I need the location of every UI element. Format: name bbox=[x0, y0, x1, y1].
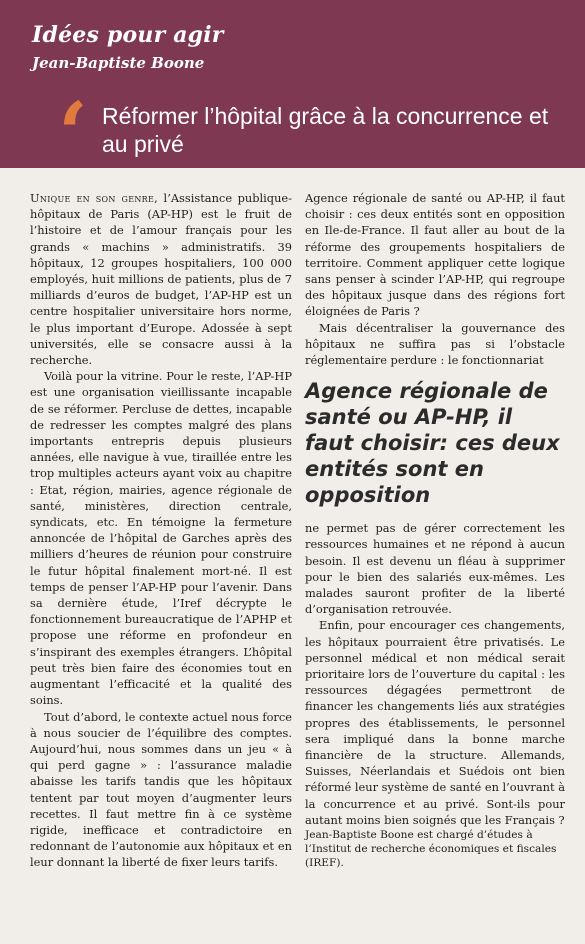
headline: Réformer l’hôpital grâce à la concurrence et au privé bbox=[102, 103, 549, 157]
header-banner bbox=[0, 0, 585, 185]
paragraph-text: l’Assistance publique-hôpitaux de Paris (AP-HP) est le fruit de l’histoire et de l’amour français pour les grands « machins » administratifs. 39 hôpitaux, 12 groupes hospitaliers, 100 000 employés, huit millions de patients, plus de 7 milliards d’euros de budget, l’AP-HP est un centre hospitalier universitaire hors norme, le plus important d’Europe. Adossée à sept universités, elle se consacre aussi à la recherche. bbox=[30, 191, 292, 368]
rubric-title: Idées pour agir bbox=[32, 22, 224, 48]
paragraph: Mais décentraliser la gouvernance des hôpitaux ne suffira pas si l’obstacle réglementaire perdure : le fonctionnariat bbox=[305, 320, 565, 368]
paragraph: Agence régionale de santé ou AP-HP, il faut choisir : ces deux entités sont en opposition en Ile-de-France. Il faut aller au bout de la réforme des groupements hospitaliers de territoire. Comment appliquer cette logique sans penser à scinder l’AP-HP, qui regroupe des hôpitaux jusque dans des régions fort éloignées de Paris ? bbox=[305, 191, 565, 319]
paragraph bbox=[30, 190, 292, 368]
paragraph: Enfin, pour encourager ces changements, les hôpitaux pourraient être privatisés. Le personnel médical et non médical serait prioritaire lors de l’ouverture du capital : les ressources dégagées permettront de financer les changements liés aux stratégies propres des établissements, le personnel sera impliqué dans la bonne marche financière de la structure. Allemands, Suisses, Néerlandais et Suédois ont bien réformé leur système de santé en l’ouvrant à la concurrence et au privé. Sont-ils pour autant moins bien soignés que les Français ? bbox=[305, 618, 565, 827]
pull-quote: Agence régionale de santé ou AP-HP, il faut choisir: ces deux entités sont en opposition bbox=[305, 379, 560, 508]
author-bio: Jean-Baptiste Boone est chargé d’études à l’Institut de recherche économiques et fiscales (IREF). bbox=[305, 829, 557, 870]
author-name: Jean-Baptiste Boone bbox=[32, 54, 205, 72]
left-column bbox=[30, 190, 292, 871]
paragraph: ne permet pas de gérer correctement les ressources humaines et ne répond à aucun besoin. Il est devenu un fléau à supprimer pour le bien des salariés eux-mêmes. Les malades sauront profiter de la liberté d’organisation retrouvée. bbox=[305, 521, 565, 617]
quote-mark-icon: ‘ bbox=[58, 84, 88, 185]
paragraph: Tout d’abord, le contexte actuel nous force à nous soucier de l’équilibre des comptes. Aujourd’hui, nous sommes dans un jeu « à qui perd gagne » : l’assurance maladie abaisse les tarifs tandis que les hôpitaux tentent par tout moyen d’augmenter leurs recettes. Il faut mettre fin à ce système rigide, inefficace et contradictoire en redonnant de l’autonomie aux hôpitaux et en leur donnant la liberté de fixer leurs tarifs. bbox=[30, 709, 292, 870]
right-column bbox=[305, 190, 565, 870]
lead-in: Unique en son genre, bbox=[30, 191, 159, 205]
paragraph: Voilà pour la vitrine. Pour le reste, l’AP-HP est une organisation vieillissante incapable de se réformer. Percluse de dettes, incapable de redresser les comptes malgré des plans importants entrepris depuis plusieurs années, elle navigue à vue, tiraillée entre les trop multiples acteurs ayant voix au chapitre : Etat, région, mairies, agence régionale de santé, ministères, direction centrale, syndicats, etc. En témoigne la fermeture annoncée de l’hôpital de Garches après des milliers d’heures de réunion pour construire le futur hôpital finalement mort-né. Il est temps de penser l’AP-HP pour l’avenir. Dans sa dernière étude, l’Iref décrypte le fonctionnement bureaucratique de l’APHP et propose une réforme en profondeur en s’inspirant des exemples étrangers. L’hôpital peut très bien faire des économies tout en augmentant l’efficacité et la qualité des soins. bbox=[30, 369, 292, 708]
